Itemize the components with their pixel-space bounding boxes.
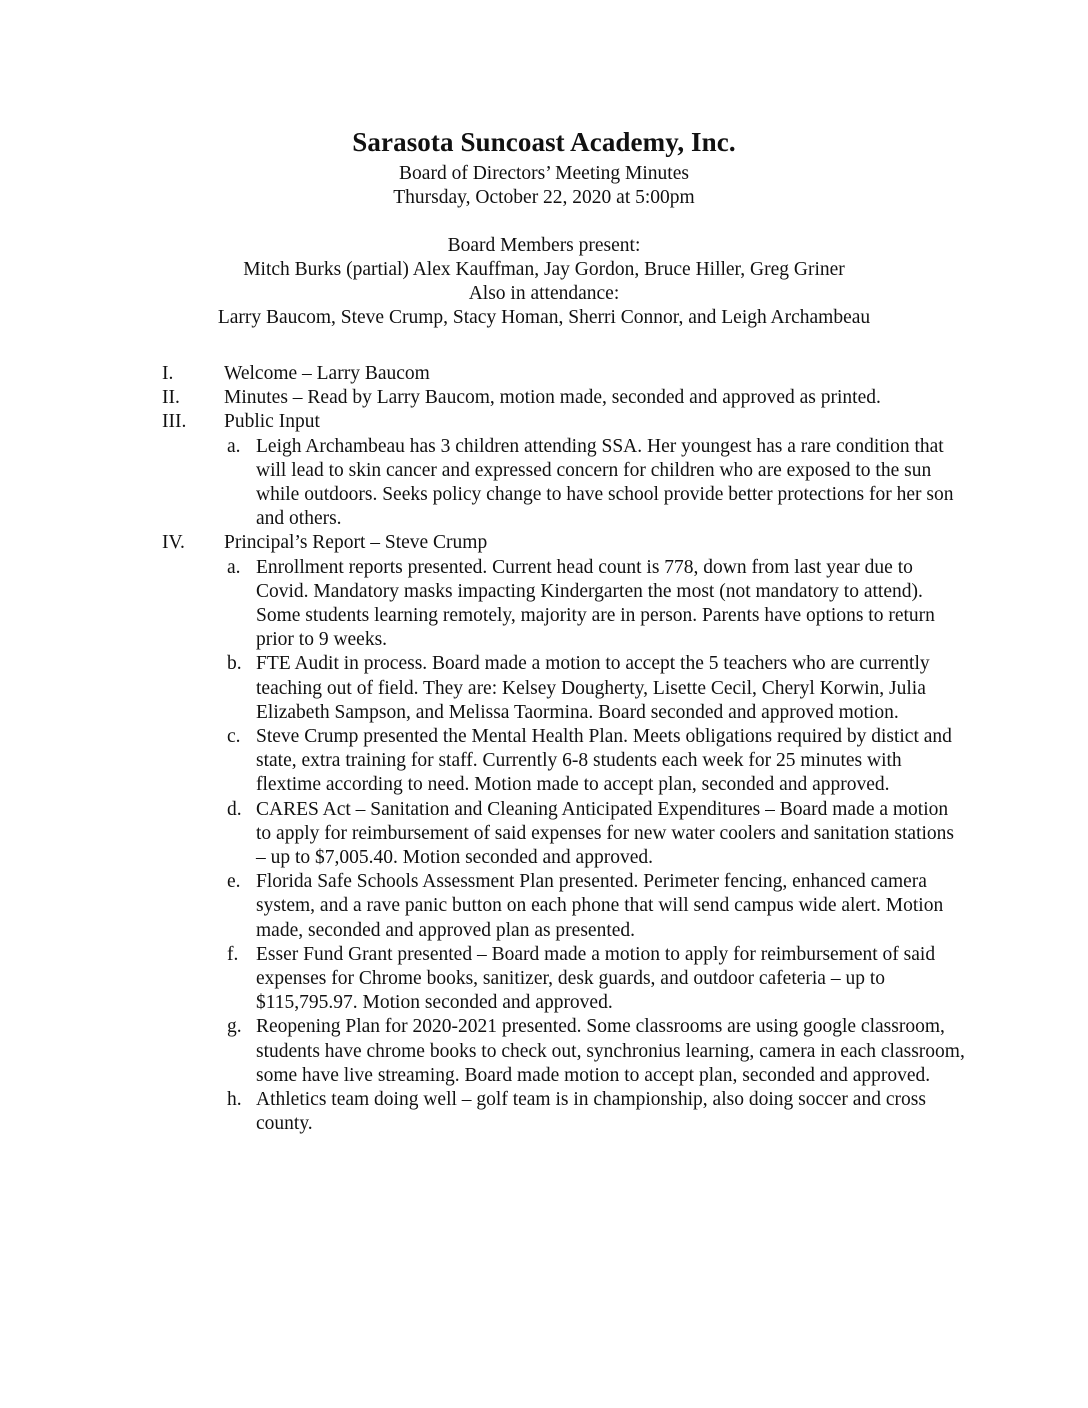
document-title: Sarasota Suncoast Academy, Inc. bbox=[352, 127, 736, 157]
meeting-date: Thursday, October 22, 2020 at 5:00pm bbox=[393, 187, 695, 208]
agenda-number: I. bbox=[162, 363, 174, 384]
agenda-number: II. bbox=[162, 387, 180, 409]
agenda-subitem bbox=[0, 870, 1088, 943]
subitem-letter: h. bbox=[227, 1089, 242, 1111]
subitem-letter: e. bbox=[227, 871, 241, 893]
agenda-subitem bbox=[0, 1088, 1088, 1136]
subitem-letter: a. bbox=[227, 435, 241, 457]
subitem-text: Leigh Archambeau has 3 children attending SSA. Her youngest has a rare condition that will lead to skin cancer and expressed concern for children who are exposed to the sun while outdoors. Seeks policy change to have school provide better protections for her son and others. bbox=[256, 435, 954, 530]
subitem-text: Athletics team doing well – golf team is in championship, also doing soccer and cross county. bbox=[256, 1089, 926, 1135]
subitem-text: Florida Safe Schools Assessment Plan presented. Perimeter fencing, enhanced camera system, and a rave panic button on each phone that will send campus wide alert. Motion made, seconded and approved plan as presented. bbox=[256, 871, 944, 941]
agenda-number: III. bbox=[162, 411, 187, 433]
subitem-text: CARES Act – Sanitation and Cleaning Anticipated Expenditures – Board made a motion to apply for reimbursement of said expenses for new water coolers and sanitation stations – up to $7,005.40. Motion seconded and approved. bbox=[256, 798, 955, 869]
also-attending-label: Also in attendance: bbox=[468, 283, 620, 304]
agenda-text: Welcome – Larry Baucom bbox=[224, 363, 430, 384]
agenda-subitem bbox=[0, 725, 1088, 798]
agenda-subitem bbox=[0, 1015, 1088, 1088]
agenda-text: Minutes – Read by Larry Baucom, motion made, seconded and approved as printed. bbox=[224, 387, 881, 409]
subitem-text: Reopening Plan for 2020-2021 presented. Some classrooms are using google classroom, students have chrome books to check out, synchronius learning, camera in each classroom, some have live streaming. Board made motion to accept plan, seconded and approved. bbox=[256, 1016, 965, 1086]
agenda-item bbox=[0, 531, 1088, 555]
agenda-subitem bbox=[0, 652, 1088, 725]
agenda-subitem bbox=[0, 798, 1088, 871]
subitem-letter: b. bbox=[227, 653, 242, 675]
agenda-list bbox=[0, 362, 1088, 1137]
members-list: Mitch Burks (partial) Alex Kauffman, Jay Gordon, Bruce Hiller, Greg Griner bbox=[243, 259, 845, 280]
subitem-text: Steve Crump presented the Mental Health Plan. Meets obligations required by distict and state, extra training for staff. Currently 6-8 students each week for 25 minutes with flextime according to need. Motion made to accept plan, seconded and approved. bbox=[256, 726, 952, 796]
subitem-letter: f. bbox=[227, 943, 239, 965]
document-subtitle: Board of Directors’ Meeting Minutes bbox=[399, 163, 689, 184]
agenda-item bbox=[0, 410, 1088, 434]
agenda-item bbox=[0, 362, 1088, 386]
members-label: Board Members present: bbox=[447, 235, 641, 256]
subitem-text: FTE Audit in process. Board made a motion to accept the 5 teachers who are currently teaching out of field. They are: Kelsey Dougherty, Lisette Cecil, Cheryl Korwin, Julia Elizabeth Sampson, and Melissa Taormina. Board seconded and approved motion. bbox=[256, 653, 930, 723]
agenda-subitem bbox=[0, 435, 1088, 532]
subitem-text: Esser Fund Grant presented – Board made a motion to apply for reimbursement of said expenses for Chrome books, sanitizer, desk guards, and outdoor cafeteria – up to $115,795.97. Motion seconded and approved. bbox=[256, 943, 936, 1014]
subitem-letter: c. bbox=[227, 726, 241, 748]
agenda-text: Principal’s Report – Steve Crump bbox=[224, 532, 488, 554]
agenda-number: IV. bbox=[162, 532, 185, 554]
agenda-item bbox=[0, 386, 1088, 410]
subitem-letter: d. bbox=[227, 798, 242, 820]
agenda-subitem bbox=[0, 556, 1088, 653]
subitem-letter: g. bbox=[227, 1016, 242, 1038]
agenda-subitem bbox=[0, 943, 1088, 1016]
subitem-letter: a. bbox=[227, 556, 241, 578]
agenda-text: Public Input bbox=[224, 411, 320, 433]
also-attending-list: Larry Baucom, Steve Crump, Stacy Homan, Sherri Connor, and Leigh Archambeau bbox=[217, 307, 871, 328]
subitem-text: Enrollment reports presented. Current head count is 778, down from last year due to Covid. Mandatory masks impacting Kindergarten the most (not mandatory to attend). Some students learning remotely, majority are in person. Parents have options to return prior to 9 weeks. bbox=[256, 556, 935, 651]
